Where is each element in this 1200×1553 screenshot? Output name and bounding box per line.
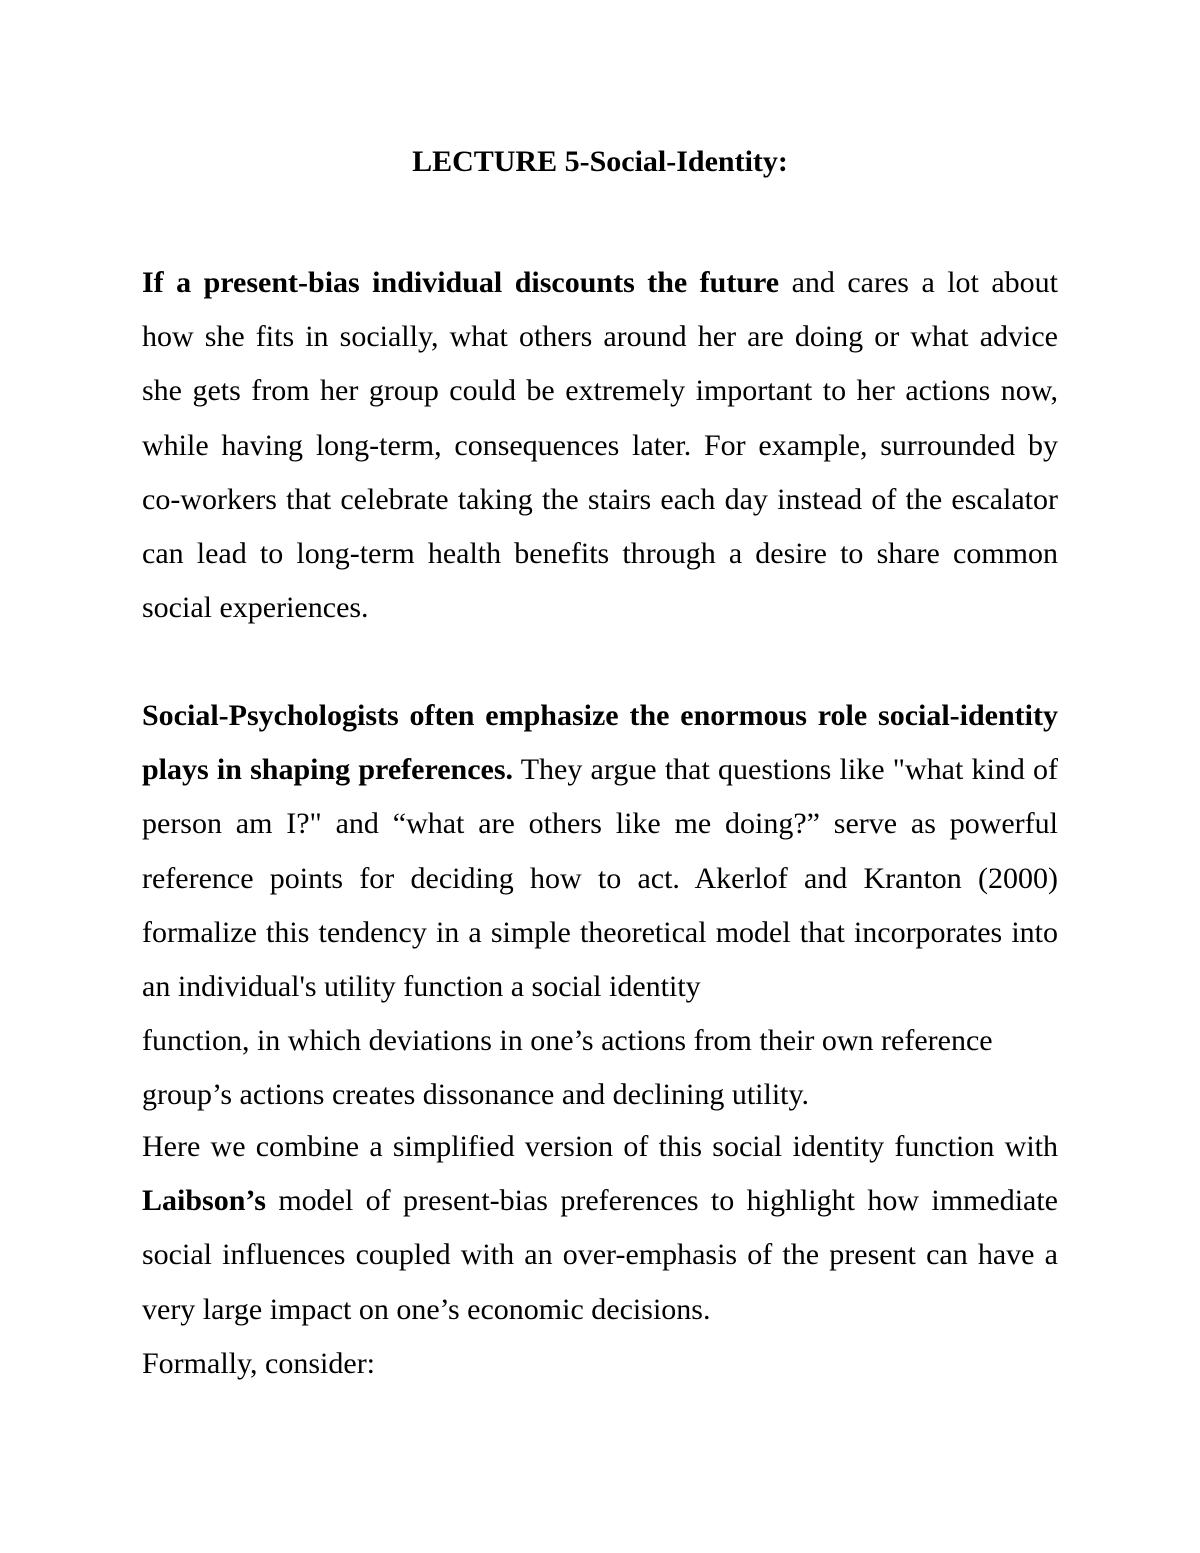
paragraph-line: Formally, consider: xyxy=(142,1346,376,1380)
paragraph-text: and cares a lot about how she fits in socially, what others around her are doing or what advice she gets from her group could be extremely important to her actions now, while having long-term, consequences later. For example, surrounded by co-workers that celebrate taking the stairs each day instead of the escalator can lead to long-term health benefits through a desire to share common social experiences. xyxy=(142,266,1059,625)
paragraph-bold-lead: Social-Psychologists often emphasize the enormous role social-identity plays in shaping preferences. xyxy=(142,699,1058,787)
paragraph-bold-name: Laibson’s xyxy=(142,1184,266,1218)
page-title: LECTURE 5-Social-Identity: xyxy=(412,145,788,178)
paragraph-social-psychologists xyxy=(142,689,1058,1123)
paragraph-text: Here we combine a simplified version of this social identity function with xyxy=(142,1130,1058,1163)
paragraph-justified-block xyxy=(142,1120,1058,1337)
paragraph-text: They argue that questions like "what kind of person am I?" and “what are others like me doing?” serve as powerful reference points for deciding how to act. Akerlof and Kranton (2000) formalize this tendency in a simple theoretical model that incorporates into an individual's utility function a social identity xyxy=(142,753,1059,1004)
paragraph-line: function, in which deviations in one’s actions from their own reference xyxy=(142,1024,993,1058)
paragraph-laibson-model xyxy=(142,1120,1058,1391)
paragraph-justified-block xyxy=(142,689,1058,1014)
paragraph-line: group’s actions creates dissonance and declining utility. xyxy=(142,1078,810,1112)
paragraph-text: model of present-bias preferences to highlight how immediate social influences coupled with an over-emphasis of the present can have a very large impact on one’s economic decisions. xyxy=(142,1184,1058,1326)
paragraph-bold-lead: If a present-bias individual discounts the future xyxy=(142,266,780,299)
paragraph-present-bias xyxy=(142,256,1058,635)
